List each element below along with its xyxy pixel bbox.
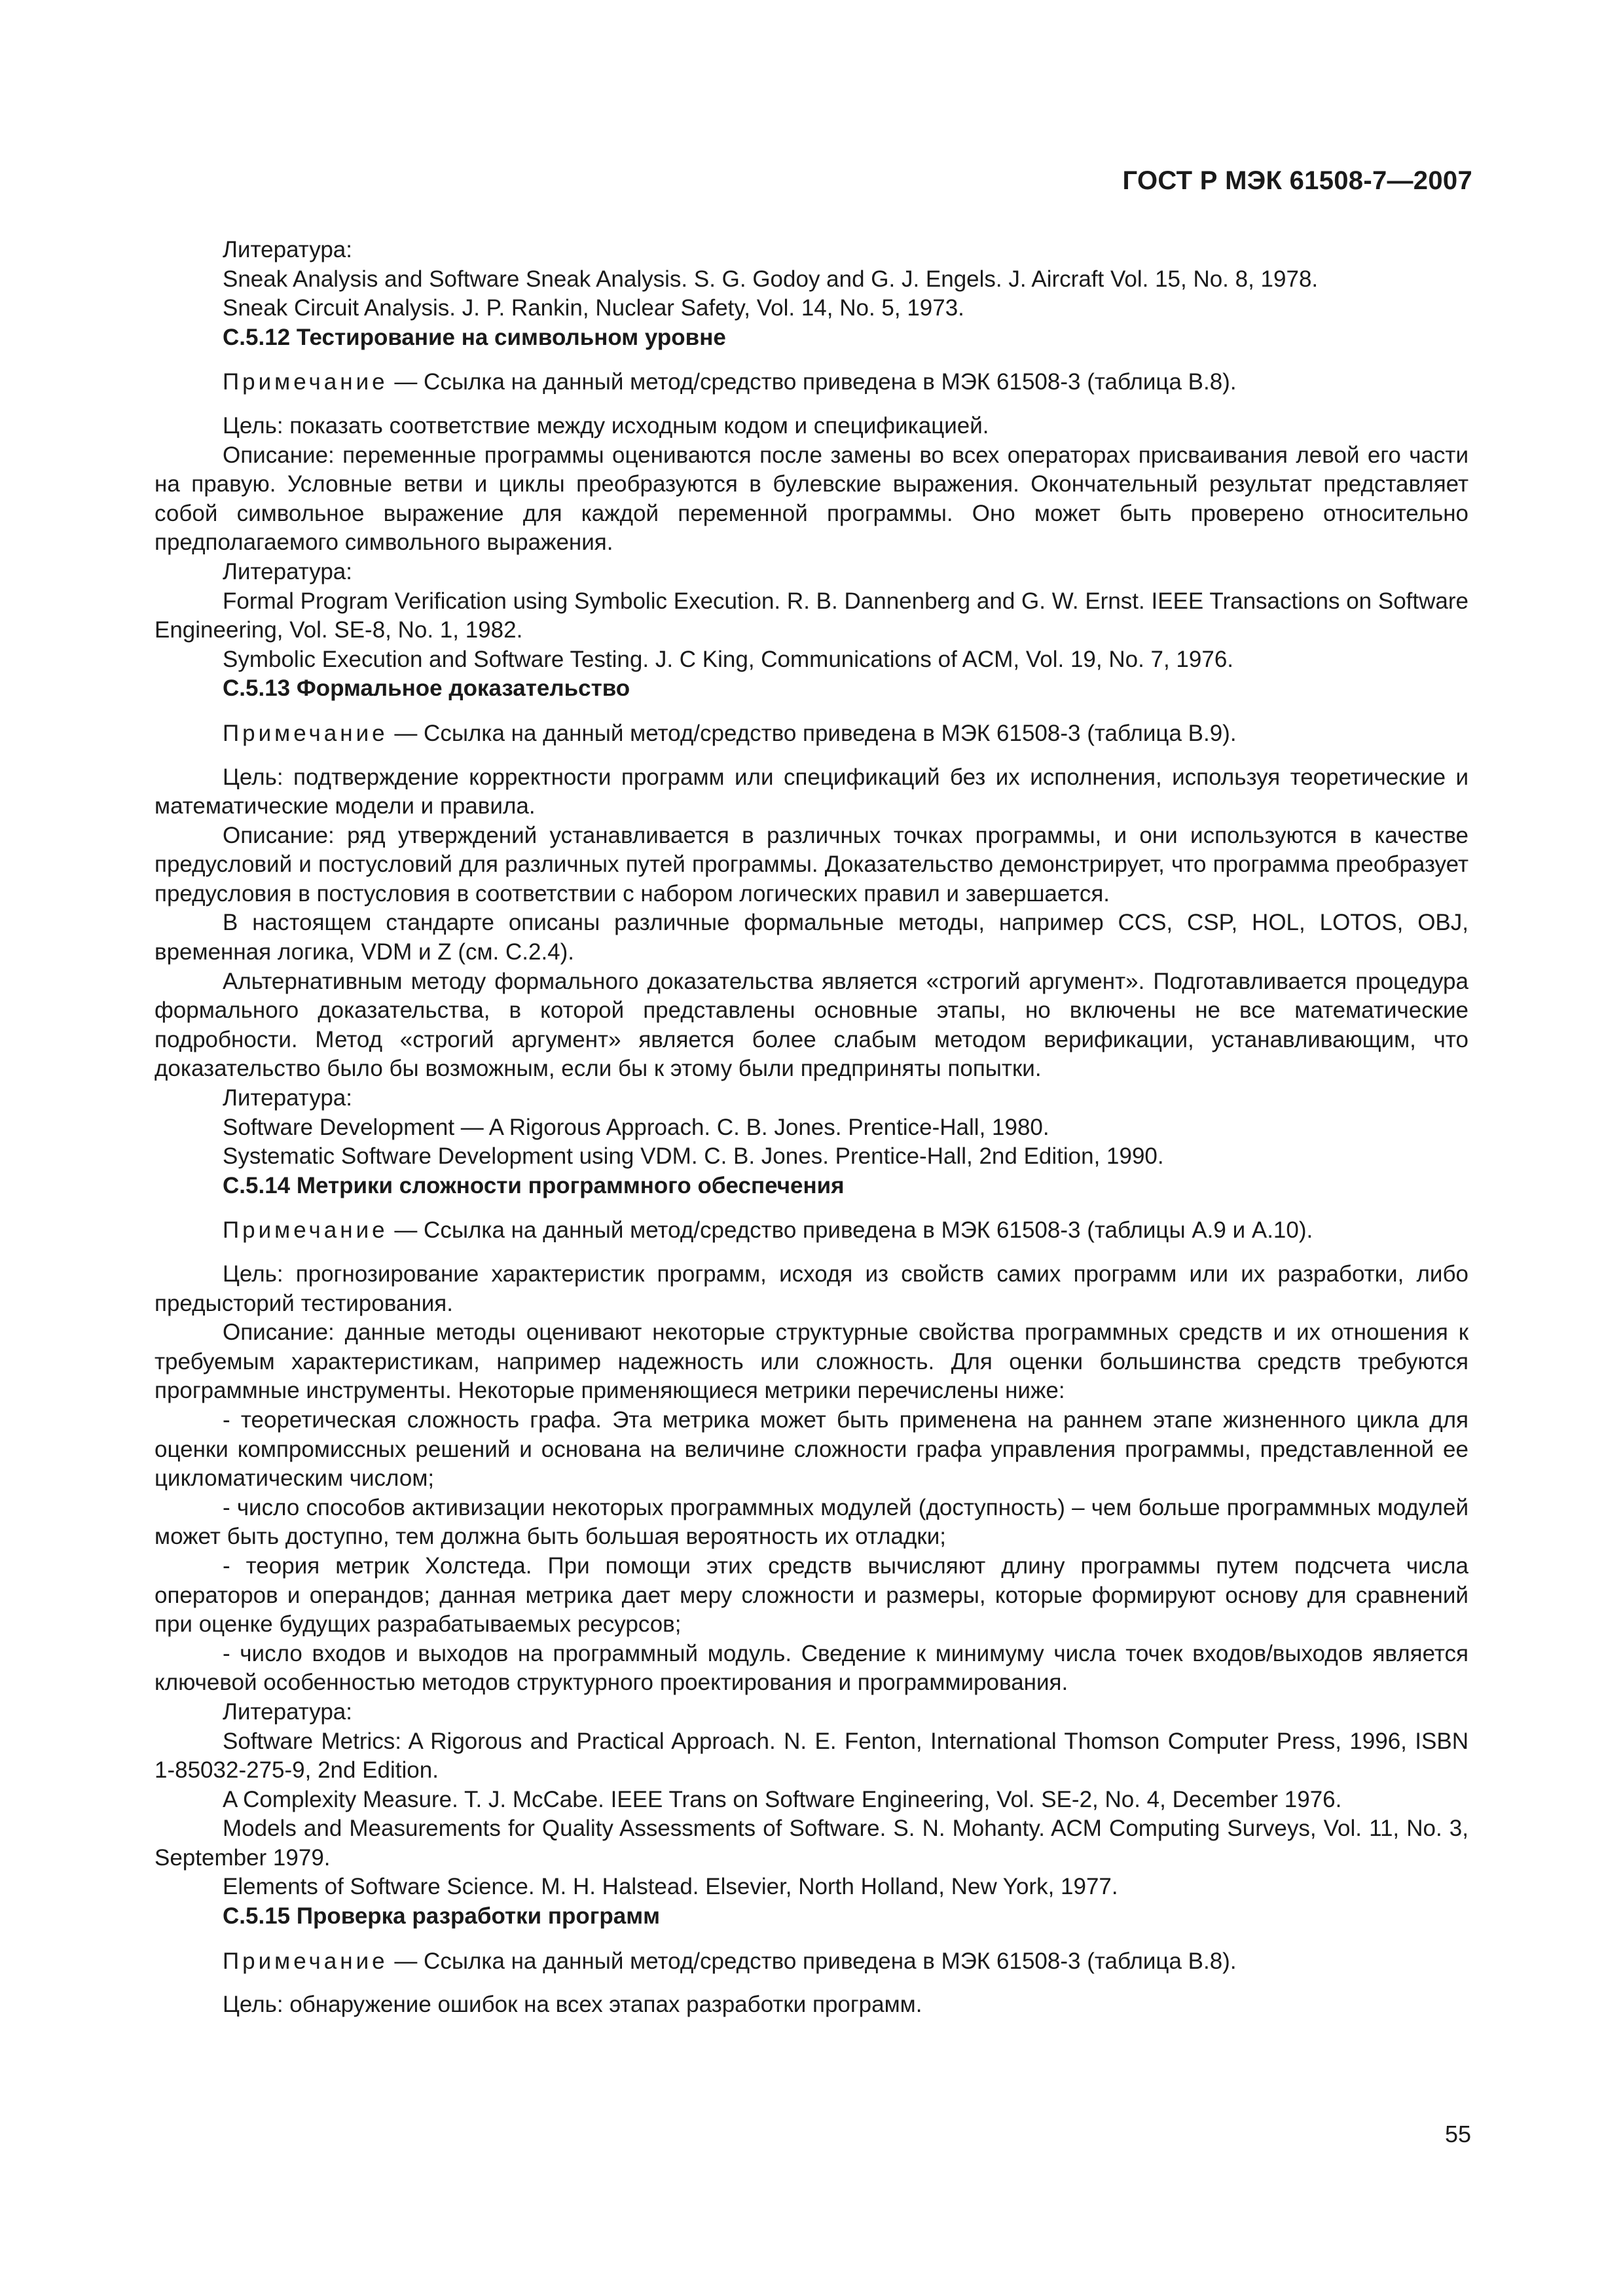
- reference: Sneak Analysis and Software Sneak Analysis. S. G. Godoy and G. J. Engels. J. Aircraft Vol. 15, No. 8, 1978.: [223, 266, 1319, 292]
- literature-label: Литература:: [223, 558, 352, 584]
- note-text: — Ссылка на данный метод/средство приведена в МЭК 61508-3 (таблица В.8).: [388, 369, 1237, 395]
- reference: Software Metrics: A Rigorous and Practical Approach. N. E. Fenton, International Thomson Computer Press, 1996, ISBN 1-85032-275-9, 2nd Edition.: [155, 1728, 1468, 1784]
- note-label: Примечание: [223, 1217, 388, 1244]
- note-text: — Ссылка на данный метод/средство приведена в МЭК 61508-3 (таблица В.9).: [388, 720, 1237, 746]
- note: [155, 1216, 1468, 1246]
- note-label: Примечание: [223, 1948, 388, 1974]
- goal-paragraph: Цель: прогнозирование характеристик программ, исходя из свойств самих программ или их разработки, либо предысторий тестирования.: [155, 1261, 1468, 1316]
- reference: Formal Program Verification using Symbolic Execution. R. B. Dannenberg and G. W. Ernst. IEEE Transactions on Software Engineering, Vol. SE-8, No. 1, 1982.: [155, 588, 1468, 643]
- reference: Systematic Software Development using VDM. C. B. Jones. Prentice-Hall, 2nd Edition, 1990.: [223, 1143, 1164, 1170]
- body-paragraph: В настоящем стандарте описаны различные формальные методы, например CCS, CSP, HOL, LOTOS, OBJ, временная логика, VDM и Z (см. С.2.4).: [155, 910, 1468, 965]
- section-heading-c5-15: С.5.15 Проверка разработки программ: [223, 1903, 661, 1929]
- reference: Sneak Circuit Analysis. J. P. Rankin, Nuclear Safety, Vol. 14, No. 5, 1973.: [223, 295, 964, 321]
- reference: Software Development — A Rigorous Approach. C. B. Jones. Prentice-Hall, 1980.: [223, 1114, 1049, 1140]
- reference: A Complexity Measure. T. J. McCabe. IEEE Trans on Software Engineering, Vol. SE-2, No. 4, December 1976.: [223, 1786, 1342, 1812]
- goal-paragraph: Цель: обнаружение ошибок на всех этапах разработки программ.: [223, 1992, 922, 2018]
- note-label: Примечание: [223, 369, 388, 395]
- reference: Elements of Software Science. M. H. Halstead. Elsevier, North Holland, New York, 1977.: [223, 1874, 1118, 1900]
- note: [155, 719, 1468, 749]
- standard-header: ГОСТ Р МЭК 61508-7—2007: [1122, 166, 1472, 195]
- literature-label: Литература:: [223, 1085, 352, 1111]
- page-number: 55: [1444, 2121, 1471, 2147]
- section-heading-c5-14: С.5.14 Метрики сложности программного обеспечения: [223, 1172, 845, 1198]
- section-heading-c5-13: С.5.13 Формальное доказательство: [223, 675, 630, 702]
- literature-label: Литература:: [223, 237, 352, 262]
- section-heading-c5-12: С.5.12 Тестирование на символьном уровне: [223, 324, 726, 350]
- list-item: - теория метрик Холстеда. При помощи этих средств вычисляют длину программы путем подсчета числа операторов и операндов; данная метрика дает меру сложности и размеры, которые формируют основу для сравнений при оценке будущих разрабатываемых ресурсов;: [155, 1552, 1468, 1638]
- goal-paragraph: Цель: показать соответствие между исходным кодом и спецификацией.: [223, 412, 989, 439]
- note-label: Примечание: [223, 720, 388, 746]
- list-item: - число входов и выходов на программный модуль. Сведение к минимуму числа точек входов/выходов является ключевой особенностью методов структурного проектирования и программирования.: [155, 1640, 1468, 1696]
- note-text: — Ссылка на данный метод/средство приведена в МЭК 61508-3 (таблицы А.9 и А.10).: [388, 1217, 1313, 1244]
- page-content: [155, 236, 1468, 2020]
- note: [155, 1947, 1468, 1977]
- reference: Models and Measurements for Quality Assessments of Software. S. N. Mohanty. ACM Computing Surveys, Vol. 11, No. 3, September 1979.: [155, 1816, 1468, 1871]
- list-item: - теоретическая сложность графа. Эта метрика может быть применена на раннем этапе жизненного цикла для оценки компромиссных решений и основана на величине сложности графа управления программы, представленной ее цикломатическим числом;: [155, 1407, 1468, 1492]
- description-paragraph: Описание: данные методы оценивают некоторые структурные свойства программных средств и их отношения к требуемым характеристикам, например надежность или сложность. Для оценки большинства средств требуются программные инструменты. Некоторые применяющиеся метрики перечислены ниже:: [155, 1319, 1468, 1404]
- description-paragraph: Описание: ряд утверждений устанавливается в различных точках программы, и они используются в качестве предусловий и постусловий для различных путей программы. Доказательство демонстрирует, что программа преобразует предусловия в постусловия в соответствии с набором логических правил и завершается.: [155, 822, 1468, 906]
- note: [155, 368, 1468, 397]
- goal-paragraph: Цель: подтверждение корректности программ или спецификаций без их исполнения, используя теоретические и математические модели и правила.: [155, 764, 1468, 819]
- note-text: — Ссылка на данный метод/средство приведена в МЭК 61508-3 (таблица В.8).: [388, 1948, 1237, 1974]
- reference: Symbolic Execution and Software Testing. J. C King, Communications of ACM, Vol. 19, No. 7, 1976.: [223, 646, 1234, 672]
- list-item: - число способов активизации некоторых программных модулей (доступность) – чем больше программных модулей может быть доступно, тем должна быть большая вероятность их отладки;: [155, 1494, 1468, 1550]
- literature-label: Литература:: [223, 1698, 352, 1725]
- description-paragraph: Описание: переменные программы оцениваются после замены во всех операторах присваивания левой его части на правую. Условные ветви и циклы преобразуются в булевские выражения. Окончательный результат представляет собой символьное выражение для каждой переменной программы. Оно может быть проверено относительно предполагаемого символьного выражения.: [155, 442, 1468, 556]
- body-paragraph: Альтернативным методу формального доказательства является «строгий аргумент». Подготавливается процедура формального доказательства, в которой представлены основные этапы, но включены не все математические подробности. Метод «строгий аргумент» является более слабым методом верификации, устанавливающим, что доказательство было бы возможным, если бы к этому были предприняты попытки.: [155, 968, 1468, 1082]
